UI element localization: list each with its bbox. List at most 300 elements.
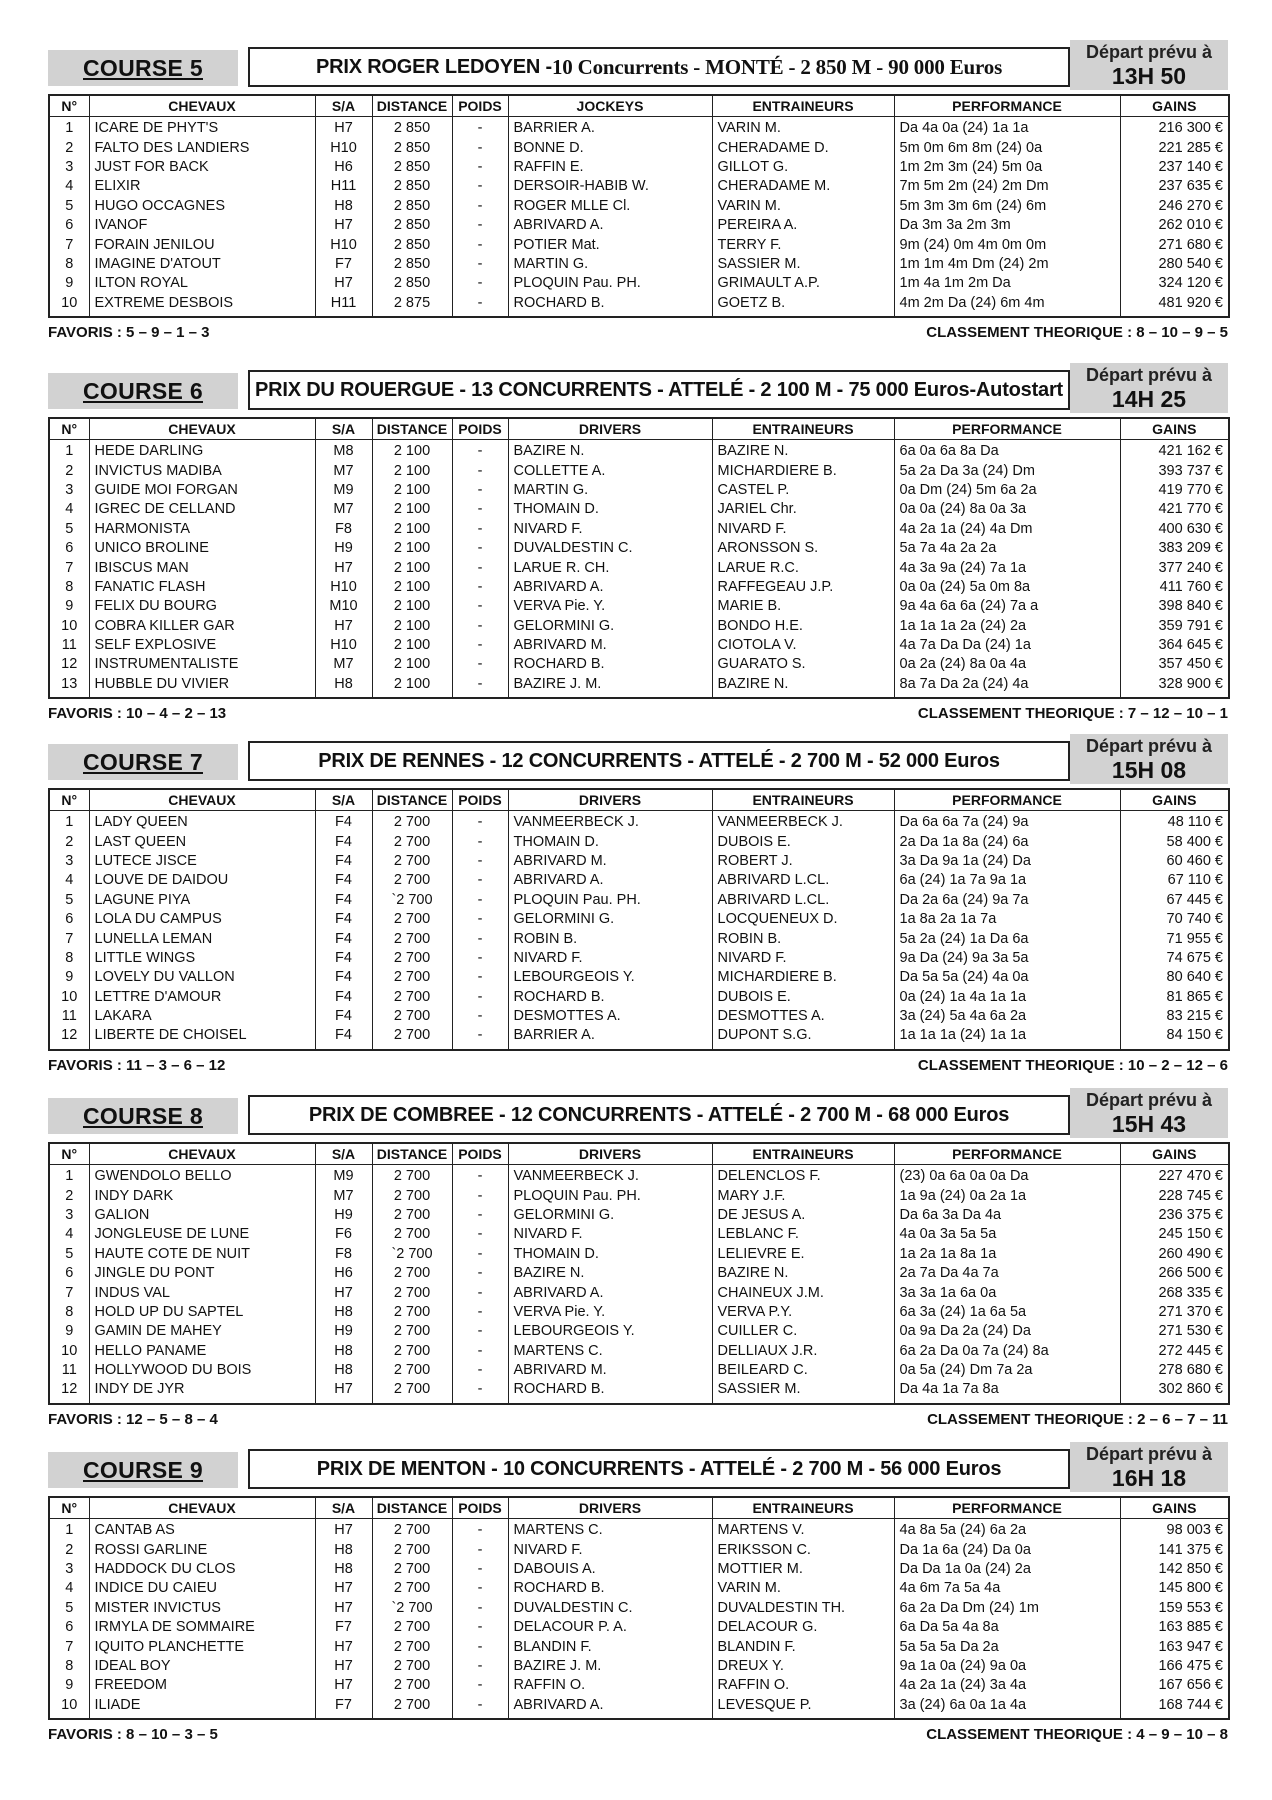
table-cell: INDUS VAL [89, 1283, 315, 1302]
table-row [49, 1361, 1229, 1380]
course-label: COURSE 7 [83, 748, 203, 775]
table-cell: 227 470 € [1120, 1165, 1229, 1187]
table-cell: VARIN M. [712, 117, 894, 139]
table-cell: 272 445 € [1120, 1342, 1229, 1361]
table-cell: - [452, 117, 508, 139]
table-cell: VANMEERBECK J. [508, 1165, 712, 1187]
table-cell: - [452, 1599, 508, 1618]
table-cell: HUGO OCCAGNES [89, 197, 315, 216]
table-cell: 8 [49, 1303, 89, 1322]
table-cell: GAMIN DE MAHEY [89, 1322, 315, 1341]
table-cell: DERSOIR-HABIB W. [508, 177, 712, 196]
table-cell: - [452, 461, 508, 480]
table-cell: 271 680 € [1120, 235, 1229, 254]
table-cell: 4a 3a 9a (24) 7a 1a [894, 558, 1120, 577]
runners-table [48, 94, 1230, 318]
table-cell: MOTTIER M. [712, 1560, 894, 1579]
table-cell: H7 [315, 1676, 372, 1695]
table-cell: 2 700 [372, 1186, 452, 1205]
table-cell: COBRA KILLER GAR [89, 617, 315, 636]
table-cell: BAZIRE N. [508, 1264, 712, 1283]
table-cell: - [452, 655, 508, 674]
table-cell: 2 700 [372, 1676, 452, 1695]
column-header: POIDS [452, 95, 508, 117]
table-cell: 0a 9a Da 2a (24) Da [894, 1322, 1120, 1341]
table-cell: F4 [315, 1007, 372, 1026]
table-cell: - [452, 138, 508, 157]
table-cell: F4 [315, 832, 372, 851]
table-cell: - [452, 539, 508, 558]
table-cell: 419 770 € [1120, 481, 1229, 500]
table-cell: ROCHARD B. [508, 294, 712, 317]
table-cell: H7 [315, 1599, 372, 1618]
course-footer [48, 1053, 1228, 1077]
table-cell: 2 700 [372, 910, 452, 929]
table-cell: MICHARDIERE B. [712, 461, 894, 480]
table-cell: ROCHARD B. [508, 988, 712, 1007]
table-cell: 6 [49, 1264, 89, 1283]
table-cell: 9a 1a 0a (24) 9a 0a [894, 1657, 1120, 1676]
table-cell: 7 [49, 1637, 89, 1656]
table-cell: FANATIC FLASH [89, 578, 315, 597]
course-tab [48, 373, 238, 409]
table-cell: 6 [49, 216, 89, 235]
table-cell: 1a 2a 1a 8a 1a [894, 1245, 1120, 1264]
column-header: PERFORMANCE [894, 789, 1120, 811]
table-cell: 7 [49, 558, 89, 577]
table-cell: 2 700 [372, 1283, 452, 1302]
favoris: FAVORIS : 5 – 9 – 1 – 3 [48, 323, 210, 341]
table-cell: DELACOUR P. A. [508, 1618, 712, 1637]
table-cell: - [452, 675, 508, 698]
runners-table [48, 788, 1230, 1051]
table-row [49, 1540, 1229, 1559]
table-cell: ILIADE [89, 1696, 315, 1719]
table-cell: 6a Da 5a 4a 8a [894, 1618, 1120, 1637]
table-cell: ROBERT J. [712, 852, 894, 871]
table-cell: VERVA Pie. Y. [508, 1303, 712, 1322]
table-cell: THOMAIN D. [508, 832, 712, 851]
table-cell: TERRY F. [712, 235, 894, 254]
favoris: FAVORIS : 11 – 3 – 6 – 12 [48, 1056, 226, 1074]
table-row [49, 929, 1229, 948]
table-cell: 2 100 [372, 500, 452, 519]
table-cell: 2 700 [372, 949, 452, 968]
table-cell: - [452, 832, 508, 851]
course-footer [48, 701, 1228, 725]
table-cell: H8 [315, 675, 372, 698]
table-cell: - [452, 1322, 508, 1341]
table-cell: SASSIER M. [712, 1380, 894, 1403]
table-cell: VARIN M. [712, 197, 894, 216]
table-cell: 5 [49, 520, 89, 539]
table-cell: - [452, 1026, 508, 1049]
table-cell: 9 [49, 597, 89, 616]
depart-time: 16H 18 [1111, 1465, 1187, 1491]
table-cell: 2a Da 1a 8a (24) 6a [894, 832, 1120, 851]
table-cell: 8 [49, 949, 89, 968]
table-cell: F8 [315, 520, 372, 539]
table-row [49, 481, 1229, 500]
depart-time: 15H 08 [1111, 757, 1187, 783]
table-cell: - [452, 216, 508, 235]
table-cell: IGREC DE CELLAND [89, 500, 315, 519]
classement-theorique: CLASSEMENT THEORIQUE : 8 – 10 – 9 – 5 [926, 323, 1228, 341]
table-cell: - [452, 158, 508, 177]
column-header: N° [49, 789, 89, 811]
runners-table [48, 417, 1230, 699]
table-cell: `2 700 [372, 1599, 452, 1618]
table-cell: 3 [49, 1560, 89, 1579]
table-cell: 84 150 € [1120, 1026, 1229, 1049]
table-cell: LARUE R.C. [712, 558, 894, 577]
table-cell: 262 010 € [1120, 216, 1229, 235]
table-cell: 9a 4a 6a 6a (24) 7a a [894, 597, 1120, 616]
table-cell: 168 744 € [1120, 1696, 1229, 1719]
table-cell: H7 [315, 617, 372, 636]
table-cell: H6 [315, 158, 372, 177]
table-cell: PLOQUIN Pau. PH. [508, 891, 712, 910]
table-row [49, 177, 1229, 196]
table-row [49, 1696, 1229, 1719]
table-cell: 4a 2a 1a (24) 4a Dm [894, 520, 1120, 539]
table-cell: F4 [315, 891, 372, 910]
table-cell: 278 680 € [1120, 1361, 1229, 1380]
table-cell: HOLD UP DU SAPTEL [89, 1303, 315, 1322]
table-cell: Da 5a 5a (24) 4a 0a [894, 968, 1120, 987]
course-tab [48, 744, 238, 780]
table-cell: H8 [315, 1560, 372, 1579]
table-cell: 2 [49, 1540, 89, 1559]
table-cell: LELIEVRE E. [712, 1245, 894, 1264]
table-cell: ROBIN B. [508, 929, 712, 948]
table-cell: 383 209 € [1120, 539, 1229, 558]
table-cell: - [452, 1637, 508, 1656]
table-cell: H7 [315, 274, 372, 293]
table-cell: Da 6a 6a 7a (24) 9a [894, 811, 1120, 833]
table-cell: M7 [315, 461, 372, 480]
table-cell: ROSSI GARLINE [89, 1540, 315, 1559]
table-cell: - [452, 481, 508, 500]
table-cell: 2 100 [372, 578, 452, 597]
table-cell: - [452, 891, 508, 910]
depart-time: 14H 25 [1111, 386, 1187, 412]
table-cell: F7 [315, 1696, 372, 1719]
table-row [49, 1283, 1229, 1302]
table-cell: 12 [49, 1380, 89, 1403]
table-cell: VERVA P.Y. [712, 1303, 894, 1322]
table-cell: GELORMINI G. [508, 910, 712, 929]
table-cell: BEILEARD C. [712, 1361, 894, 1380]
table-row [49, 811, 1229, 833]
table-cell: Da 3m 3a 2m 3m [894, 216, 1120, 235]
table-cell: LADY QUEEN [89, 811, 315, 833]
depart-box [1070, 1088, 1228, 1138]
table-cell: 5a 2a Da 3a (24) Dm [894, 461, 1120, 480]
table-cell: F7 [315, 255, 372, 274]
table-cell: MARTIN G. [508, 481, 712, 500]
table-cell: 2 850 [372, 255, 452, 274]
table-cell: - [452, 617, 508, 636]
table-cell: - [452, 197, 508, 216]
column-header: CHEVAUX [89, 95, 315, 117]
table-row [49, 1519, 1229, 1541]
column-header: POIDS [452, 1497, 508, 1519]
table-cell: HEDE DARLING [89, 440, 315, 462]
table-cell: - [452, 949, 508, 968]
table-cell: HADDOCK DU CLOS [89, 1560, 315, 1579]
table-cell: H7 [315, 1637, 372, 1656]
table-cell: 4a 2a 1a (24) 3a 4a [894, 1676, 1120, 1695]
table-cell: 5a 2a (24) 1a Da 6a [894, 929, 1120, 948]
table-cell: 166 475 € [1120, 1657, 1229, 1676]
column-header: PERFORMANCE [894, 95, 1120, 117]
table-cell: F4 [315, 1026, 372, 1049]
table-cell: H11 [315, 177, 372, 196]
table-cell: H10 [315, 138, 372, 157]
table-cell: M7 [315, 1186, 372, 1205]
table-cell: 10 [49, 1342, 89, 1361]
table-cell: - [452, 558, 508, 577]
table-cell: - [452, 988, 508, 1007]
table-cell: 2 875 [372, 294, 452, 317]
course-tab [48, 50, 238, 86]
table-cell: - [452, 1245, 508, 1264]
table-cell: 5 [49, 1245, 89, 1264]
table-cell: MARTENS V. [712, 1519, 894, 1541]
table-cell: 2 850 [372, 117, 452, 139]
table-cell: Da Da 1a 0a (24) 2a [894, 1560, 1120, 1579]
table-cell: DREUX Y. [712, 1657, 894, 1676]
table-cell: BAZIRE J. M. [508, 675, 712, 698]
table-cell: F4 [315, 910, 372, 929]
table-cell: 357 450 € [1120, 655, 1229, 674]
course-label: COURSE 8 [83, 1102, 203, 1129]
table-cell: - [452, 636, 508, 655]
table-cell: H7 [315, 1519, 372, 1541]
table-cell: - [452, 929, 508, 948]
table-cell: LARUE R. CH. [508, 558, 712, 577]
table-cell: H7 [315, 1657, 372, 1676]
table-cell: RAFFIN E. [508, 158, 712, 177]
table-cell: 6 [49, 1618, 89, 1637]
table-cell: F4 [315, 871, 372, 890]
table-cell: ROCHARD B. [508, 1579, 712, 1598]
table-cell: 245 150 € [1120, 1225, 1229, 1244]
table-cell: 2 700 [372, 1540, 452, 1559]
classement-theorique: CLASSEMENT THEORIQUE : 2 – 6 – 7 – 11 [927, 1410, 1228, 1428]
course-section [48, 1092, 1228, 1431]
table-cell: `2 700 [372, 891, 452, 910]
table-row [49, 1380, 1229, 1403]
table-cell: ROCHARD B. [508, 1380, 712, 1403]
table-cell: LEBOURGEOIS Y. [508, 1322, 712, 1341]
column-header: DRIVERS [508, 789, 712, 811]
column-header: CHEVAUX [89, 418, 315, 440]
table-cell: 1a 8a 2a 1a 7a [894, 910, 1120, 929]
table-cell: 7 [49, 929, 89, 948]
prix-title: PRIX ROGER LEDOYEN - [315, 55, 552, 78]
column-header: DRIVERS [508, 418, 712, 440]
course-header [48, 1446, 1228, 1496]
column-header: ENTRAINEURS [712, 1497, 894, 1519]
table-cell: 5a 5a 5a Da 2a [894, 1637, 1120, 1656]
table-cell: 359 791 € [1120, 617, 1229, 636]
table-cell: DUVALDESTIN C. [508, 1599, 712, 1618]
table-cell: 3 [49, 1206, 89, 1225]
table-cell: 0a 0a (24) 5a 0m 8a [894, 578, 1120, 597]
prix-title-box [248, 370, 1070, 410]
table-cell: 411 760 € [1120, 578, 1229, 597]
table-cell: GELORMINI G. [508, 1206, 712, 1225]
table-cell: 1 [49, 117, 89, 139]
table-cell: 481 920 € [1120, 294, 1229, 317]
table-cell: DELLIAUX J.R. [712, 1342, 894, 1361]
table-cell: - [452, 1283, 508, 1302]
table-row [49, 255, 1229, 274]
table-row [49, 558, 1229, 577]
table-cell: POTIER Mat. [508, 235, 712, 254]
table-cell: 2 100 [372, 461, 452, 480]
table-cell: 81 865 € [1120, 988, 1229, 1007]
table-cell: 1a 9a (24) 0a 2a 1a [894, 1186, 1120, 1205]
table-cell: - [452, 177, 508, 196]
table-cell: BARRIER A. [508, 117, 712, 139]
table-cell: LAKARA [89, 1007, 315, 1026]
table-cell: 1 [49, 1519, 89, 1541]
table-cell: LOVELY DU VALLON [89, 968, 315, 987]
table-cell: LOUVE DE DAIDOU [89, 871, 315, 890]
column-header: S/A [315, 418, 372, 440]
column-header: CHEVAUX [89, 789, 315, 811]
table-cell: IBISCUS MAN [89, 558, 315, 577]
table-cell: - [452, 1696, 508, 1719]
column-header: DISTANCE [372, 418, 452, 440]
table-cell: RAFFIN O. [712, 1676, 894, 1695]
table-cell: 2a 7a Da 4a 7a [894, 1264, 1120, 1283]
table-row [49, 988, 1229, 1007]
table-cell: 2 700 [372, 1560, 452, 1579]
table-cell: LAST QUEEN [89, 832, 315, 851]
runners-table [48, 1496, 1230, 1720]
table-cell: 1m 1m 4m Dm (24) 2m [894, 255, 1120, 274]
table-row [49, 440, 1229, 462]
table-cell: ABRIVARD A. [508, 1283, 712, 1302]
table-cell: - [452, 910, 508, 929]
table-row [49, 949, 1229, 968]
column-header: DISTANCE [372, 1143, 452, 1165]
table-cell: 7m 5m 2m (24) 2m Dm [894, 177, 1120, 196]
table-cell: PLOQUIN Pau. PH. [508, 274, 712, 293]
column-header: ENTRAINEURS [712, 418, 894, 440]
table-cell: 2 700 [372, 1225, 452, 1244]
table-cell: H8 [315, 1303, 372, 1322]
table-cell: GUIDE MOI FORGAN [89, 481, 315, 500]
prix-title: PRIX DE COMBREE - 12 CONCURRENTS - ATTELÉ - 2 700 M - 68 000 Euros [308, 1103, 1010, 1126]
course-section [48, 44, 1228, 344]
table-row [49, 1007, 1229, 1026]
table-cell: BAZIRE N. [712, 675, 894, 698]
table-cell: DUPONT S.G. [712, 1026, 894, 1049]
column-header: S/A [315, 95, 372, 117]
table-cell: MARTIN G. [508, 255, 712, 274]
table-cell: M9 [315, 1165, 372, 1187]
table-cell: F4 [315, 929, 372, 948]
table-cell: 74 675 € [1120, 949, 1229, 968]
table-cell: 0a 0a (24) 8a 0a 3a [894, 500, 1120, 519]
table-cell: 2 700 [372, 811, 452, 833]
table-cell: 60 460 € [1120, 852, 1229, 871]
table-row [49, 1264, 1229, 1283]
table-cell: ABRIVARD M. [508, 852, 712, 871]
table-cell: 12 [49, 1026, 89, 1049]
table-cell: DE JESUS A. [712, 1206, 894, 1225]
table-cell: 2 700 [372, 1380, 452, 1403]
table-cell: IRMYLA DE SOMMAIRE [89, 1618, 315, 1637]
table-row [49, 461, 1229, 480]
table-cell: 2 [49, 461, 89, 480]
table-row [49, 617, 1229, 636]
table-cell: FALTO DES LANDIERS [89, 138, 315, 157]
table-row [49, 1618, 1229, 1637]
table-cell: Da 4a 1a 7a 8a [894, 1380, 1120, 1403]
column-header: S/A [315, 1143, 372, 1165]
course-label: COURSE 5 [83, 54, 203, 81]
table-cell: LITTLE WINGS [89, 949, 315, 968]
table-cell: DESMOTTES A. [508, 1007, 712, 1026]
table-cell: LEBLANC F. [712, 1225, 894, 1244]
table-row [49, 832, 1229, 851]
table-cell: INDY DE JYR [89, 1380, 315, 1403]
depart-box [1070, 363, 1228, 413]
table-cell: 1a 1a 1a (24) 1a 1a [894, 1026, 1120, 1049]
table-cell: 2 700 [372, 1361, 452, 1380]
table-cell: 4a 8a 5a (24) 6a 2a [894, 1519, 1120, 1541]
column-header: N° [49, 1497, 89, 1519]
table-cell: 1 [49, 811, 89, 833]
table-cell: 2 100 [372, 655, 452, 674]
table-cell: CIOTOLA V. [712, 636, 894, 655]
table-cell: 6 [49, 910, 89, 929]
table-row [49, 891, 1229, 910]
table-cell: ILTON ROYAL [89, 274, 315, 293]
table-cell: 280 540 € [1120, 255, 1229, 274]
table-row [49, 216, 1229, 235]
table-cell: 364 645 € [1120, 636, 1229, 655]
table-cell: Da 1a 6a (24) Da 0a [894, 1540, 1120, 1559]
table-cell: 6a 0a 6a 8a Da [894, 440, 1120, 462]
course-section [48, 367, 1228, 725]
table-cell: H9 [315, 539, 372, 558]
table-cell: 3 [49, 158, 89, 177]
column-header: GAINS [1120, 418, 1229, 440]
table-cell: 0a (24) 1a 4a 1a 1a [894, 988, 1120, 1007]
table-cell: - [452, 578, 508, 597]
table-cell: THOMAIN D. [508, 500, 712, 519]
table-cell: 1 [49, 1165, 89, 1187]
table-cell: M10 [315, 597, 372, 616]
table-cell: 11 [49, 1007, 89, 1026]
table-row [49, 1206, 1229, 1225]
table-cell: CUILLER C. [712, 1322, 894, 1341]
table-cell: 80 640 € [1120, 968, 1229, 987]
table-cell: 12 [49, 655, 89, 674]
table-cell: - [452, 1380, 508, 1403]
column-header: POIDS [452, 1143, 508, 1165]
table-cell: 328 900 € [1120, 675, 1229, 698]
table-cell: Da 4a 0a (24) 1a 1a [894, 117, 1120, 139]
table-cell: M8 [315, 440, 372, 462]
